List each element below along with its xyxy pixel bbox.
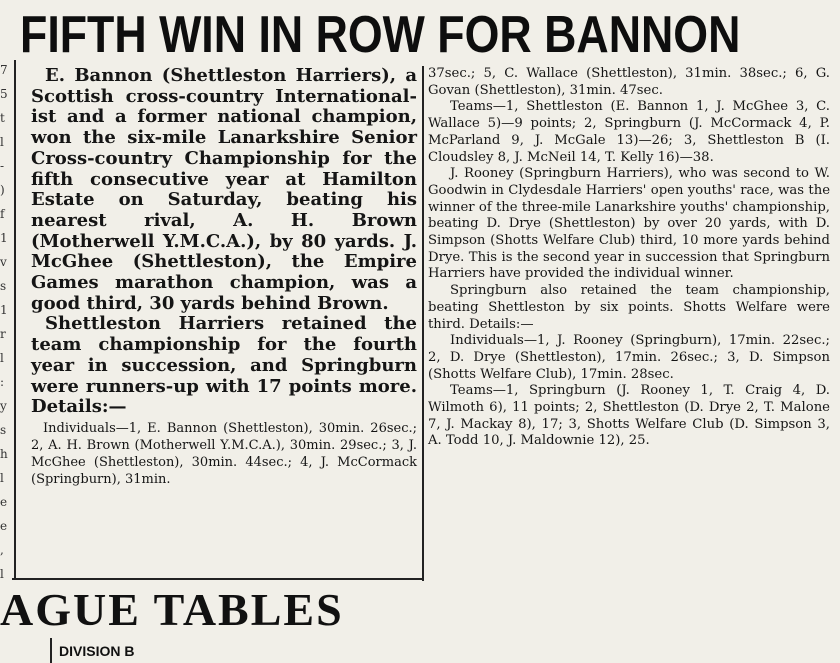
article-right-column xyxy=(428,66,830,450)
results-continued: 37sec.; 5, C. Wallace (Shettleston), 31min. 38sec.; 6, G. Govan (Shettleston), 31min. 47sec. xyxy=(428,66,830,98)
team-results: Teams—1, Shettleston (E. Bannon 1, J. McGhee 3, C. Wallace 5)—9 points; 2, Springburn (J. McCormack 4, P. McParland 9, J. McGale 13)—26; 3, Shettleston B (I. Cloudsley 8, J. McNeil 14, T. Kelly 16)—38. xyxy=(428,99,830,165)
adjacent-column-edge: 7 5 t l - ) f 1 v s 1 r l : y s h l e e , l xyxy=(0,63,8,581)
lead-paragraph: E. Bannon (Shettleston Harriers), a Scottish cross-country Internationalist and a former national champion, won the six-mile Lanarkshire Senior Cross-country Championship for the fifth consecutive year at Hamilton Estate on Saturday, beating his nearest rival, A. H. Brown (Motherwell Y.M.C.A.), by 80 yards. J. McGhee (Shettleston), the Empire Games marathon champion, was a good third, 30 yards behind Brown. xyxy=(31,65,417,314)
youths-team-paragraph: Springburn also retained the team championship, beating Shettleston by six points. Shotts Welfare were third. Details:— xyxy=(428,283,830,332)
headline: FIFTH WIN IN ROW FOR BANNON xyxy=(20,6,741,64)
league-tables-heading: AGUE TABLES xyxy=(0,584,344,635)
team-paragraph: Shettleston Harriers retained the team championship for the fourth year in succession, and Springburn were runners-up with 17 points more. Details:— xyxy=(31,313,417,418)
left-edge-rule xyxy=(14,60,16,580)
youths-team-results: Teams—1, Springburn (J. Rooney 1, T. Craig 4, D. Wilmoth 6), 11 points; 2, Shettleston (D. Drye 2, T. Malone 7, J. Mackay 8), 17; 3, Shotts Welfare Club (D. Simpson 3, A. Todd 10, J. Maldownie 12), 25. xyxy=(428,383,830,449)
story-bottom-rule xyxy=(12,578,423,580)
division-rule xyxy=(50,638,52,663)
youths-paragraph: J. Rooney (Springburn Harriers), who was second to W. Goodwin in Clydesdale Harriers' open youths' race, was the winner of the three-mile Lanarkshire youths' championship, beating D. Drye (Shettleston) by over 20 yards, with D. Simpson (Shotts Welfare Club) third, 10 more yards behind Drye. This is the second year in succession that Springburn Harriers have provided the individual winner. xyxy=(428,166,830,282)
youths-individual-results: Individuals—1, J. Rooney (Springburn), 17min. 22sec.; 2, D. Drye (Shettleston), 17min. 26sec.; 3, D. Simpson (Shotts Welfare Club), 17min. 28sec. xyxy=(428,333,830,382)
article-left-column xyxy=(31,66,417,488)
column-divider xyxy=(422,66,424,581)
individual-results: Individuals—1, E. Bannon (Shettleston), 30min. 26sec.; 2, A. H. Brown (Motherwell Y.M.C.A.), 30min. 29sec.; 3, J. McGhee (Shettleston), 30min. 44sec.; 4, J. McCormack (Springburn), 31min. xyxy=(31,420,417,487)
division-subheading: DIVISION B xyxy=(59,643,135,659)
